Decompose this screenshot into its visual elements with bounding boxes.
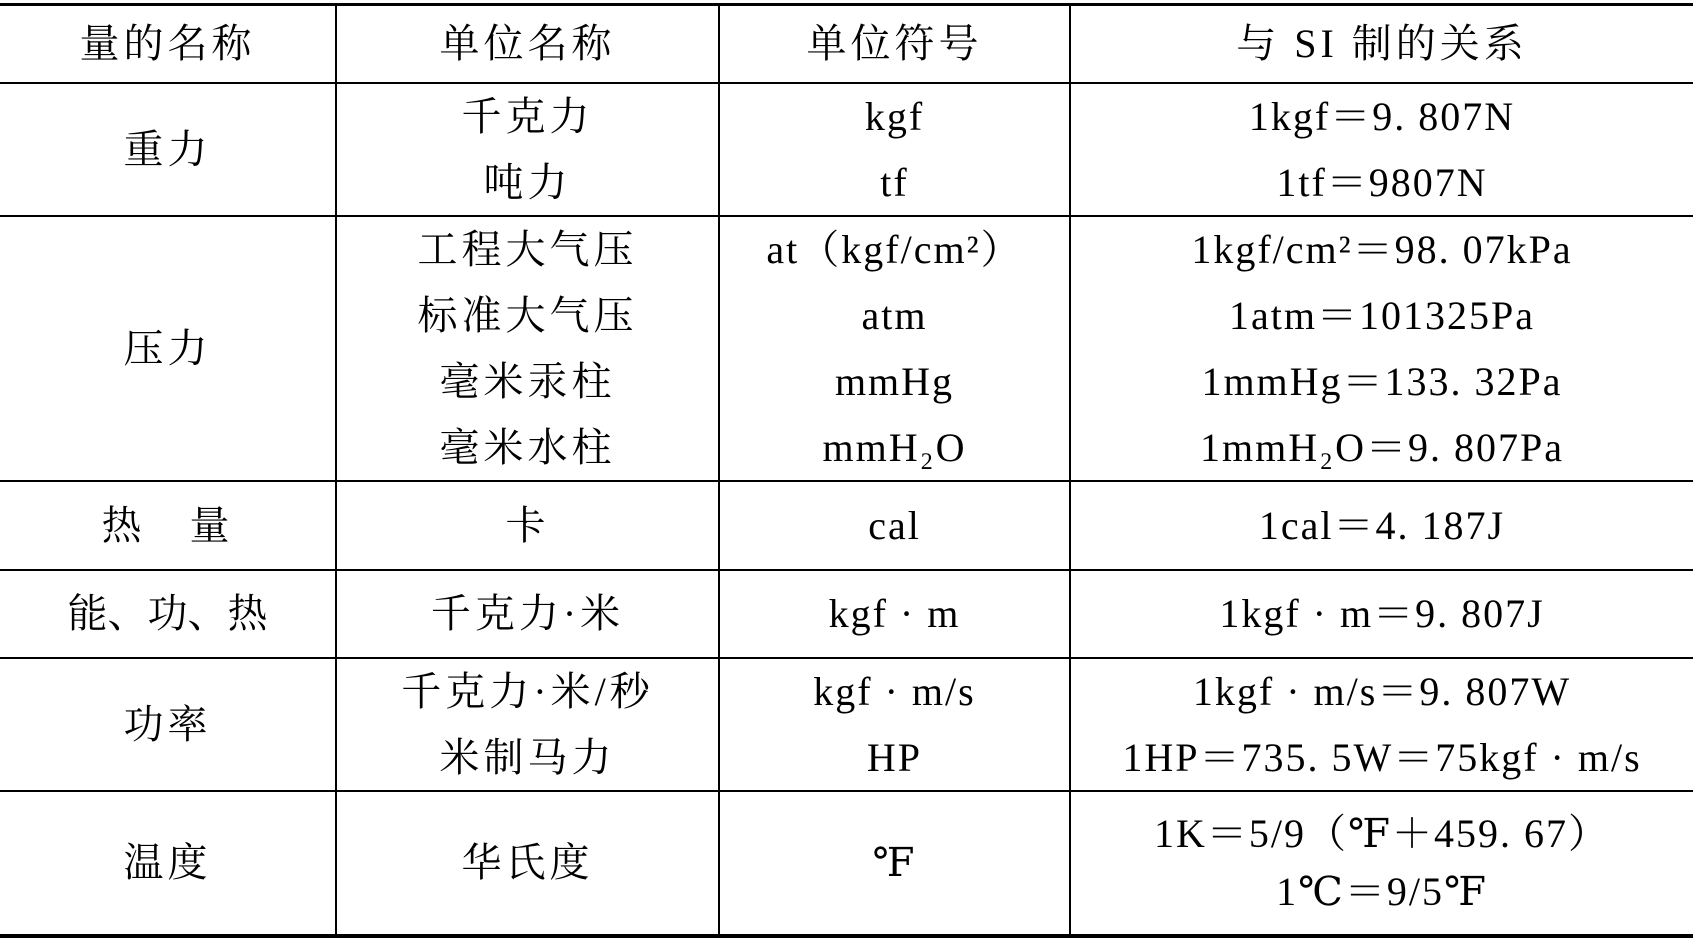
unit-name: 卡	[505, 502, 550, 548]
unit-symbol-cell	[720, 792, 1071, 934]
si-relation-cell	[1071, 84, 1693, 215]
table-row	[0, 482, 1693, 571]
quantity-name: 热 量	[101, 502, 234, 548]
si-relation: 1℃＝9/5℉	[1276, 869, 1488, 914]
quantity-cell	[0, 792, 337, 934]
unit-symbol-cell	[720, 84, 1071, 215]
quantity-cell	[0, 659, 337, 790]
unit-symbol: cal	[868, 502, 921, 548]
unit-symbol: kgf	[864, 93, 925, 139]
unit-symbol: atm	[861, 292, 928, 338]
si-relation: 1kgf · m＝9. 807J	[1219, 591, 1545, 636]
table-row	[0, 659, 1693, 792]
unit-name-cell	[337, 217, 720, 480]
si-relation-cell	[1071, 659, 1693, 790]
quantity-cell	[0, 84, 337, 215]
si-relation: 1atm＝101325Pa	[1229, 292, 1535, 338]
unit-symbol-cell	[720, 217, 1071, 480]
unit-symbol-cell	[720, 571, 1071, 657]
unit-symbol-cell	[720, 659, 1071, 790]
header-si-relation: 与 SI 制的关系	[1236, 21, 1528, 66]
unit-name: 千克力	[461, 93, 594, 139]
quantity-cell	[0, 571, 337, 657]
header-unit-name: 单位名称	[439, 21, 616, 66]
unit-name: 吨力	[483, 159, 572, 205]
si-relation-cell	[1071, 217, 1693, 480]
unit-symbol: tf	[880, 159, 909, 205]
table-row	[0, 84, 1693, 217]
header-quantity: 量的名称	[79, 21, 256, 66]
si-relation: 1kgf · m/s＝9. 807W	[1192, 668, 1572, 714]
unit-name: 毫米汞柱	[439, 358, 616, 404]
header-unit-symbol: 单位符号	[806, 21, 983, 66]
unit-symbol: mmHg	[834, 358, 955, 404]
table-row	[0, 792, 1693, 934]
si-relation-cell	[1071, 571, 1693, 657]
header-unit-name-cell	[337, 6, 720, 82]
unit-name: 米制马力	[439, 734, 616, 780]
si-relation: 1K＝5/9（℉＋459. 67）	[1154, 811, 1610, 856]
unit-name: 华氏度	[461, 840, 594, 885]
si-relation: 1HP＝735. 5W＝75kgf · m/s	[1122, 734, 1642, 780]
table-header-row	[0, 6, 1693, 84]
table-row	[0, 217, 1693, 482]
unit-name-cell	[337, 659, 720, 790]
table-row	[0, 571, 1693, 659]
unit-name: 标准大气压	[417, 292, 638, 338]
si-relation-cell	[1071, 482, 1693, 569]
si-relation: 1mmH₂O＝9. 807Pa	[1200, 424, 1564, 470]
si-relation: 1kgf/cm²＝98. 07kPa	[1191, 226, 1573, 272]
unit-name-cell	[337, 792, 720, 934]
quantity-name: 能、功、热	[67, 591, 268, 636]
quantity-cell	[0, 482, 337, 569]
unit-name: 千克力·米/秒	[401, 668, 654, 714]
quantity-name: 重力	[123, 126, 212, 172]
header-quantity-cell	[0, 6, 337, 82]
si-relation: 1cal＝4. 187J	[1258, 502, 1506, 548]
si-relation: 1kgf＝9. 807N	[1248, 93, 1516, 139]
si-relation: 1tf＝9807N	[1276, 159, 1488, 205]
unit-name: 工程大气压	[417, 226, 638, 272]
header-unit-symbol-cell	[720, 6, 1071, 82]
quantity-name: 压力	[123, 325, 212, 371]
unit-name: 毫米水柱	[439, 424, 616, 470]
unit-symbol-cell	[720, 482, 1071, 569]
quantity-cell	[0, 217, 337, 480]
header-si-relation-cell	[1071, 6, 1693, 82]
unit-name: 千克力·米	[430, 591, 625, 636]
unit-symbol: kgf · m/s	[813, 668, 976, 714]
unit-symbol: ℉	[872, 840, 917, 885]
unit-name-cell	[337, 571, 720, 657]
unit-conversion-table	[0, 3, 1693, 938]
unit-symbol: HP	[866, 734, 923, 780]
quantity-name: 功率	[123, 701, 212, 747]
unit-symbol: mmH₂O	[822, 424, 967, 470]
unit-symbol: at（kgf/cm²）	[766, 226, 1023, 272]
si-relation: 1mmHg＝133. 32Pa	[1201, 358, 1563, 404]
quantity-name: 温度	[123, 840, 212, 885]
unit-name-cell	[337, 84, 720, 215]
si-relation-cell	[1071, 792, 1693, 934]
unit-symbol: kgf · m	[828, 591, 961, 636]
unit-name-cell	[337, 482, 720, 569]
